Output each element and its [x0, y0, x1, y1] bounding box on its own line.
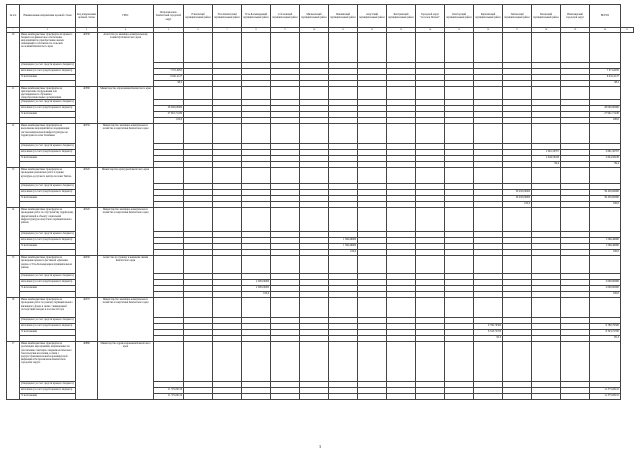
value-cell [416, 342, 445, 382]
column-number: 4 [98, 28, 154, 33]
value-cell [213, 208, 242, 232]
total-value-cell: 100,0 [590, 292, 621, 298]
value-cell [474, 342, 503, 382]
row-code: 40880 [76, 342, 98, 400]
value-cell [271, 394, 300, 400]
value-cell: 100,0 [503, 202, 532, 208]
value-cell [445, 256, 474, 274]
table-header-row [7, 5, 634, 28]
subrow-label: исполнено (за счет средств краевого бюджета) [20, 388, 76, 394]
row-number: 12 [7, 124, 20, 168]
value-cell [213, 298, 242, 318]
value-cell [474, 124, 503, 144]
subrow-label: утверждено (за счет средств краевого бюджета) [20, 63, 76, 69]
value-cell: 2 644,56430 [532, 156, 561, 162]
value-cell [387, 33, 416, 63]
row-number: 11 [7, 87, 20, 124]
value-cell [213, 342, 242, 382]
value-cell [329, 124, 358, 144]
header-municipality: Усть-Камчатский муниципальный район [213, 5, 242, 28]
value-cell: 1 566,46000 [329, 238, 358, 244]
value-cell [532, 33, 561, 63]
column-number: 12 [358, 28, 387, 33]
column-number: 16 [474, 28, 503, 33]
row-number: 17 [7, 342, 20, 400]
value-cell [503, 168, 532, 184]
column-number: 2 [20, 28, 76, 33]
row-grbs: Агентство по туризму и внешним связям Камчатского края [98, 256, 154, 298]
value-cell [445, 208, 474, 232]
header-municipality: Олюторский муниципальный район [445, 5, 474, 28]
value-cell [213, 256, 242, 274]
table-row [7, 168, 634, 184]
value-cell [358, 33, 387, 63]
total-value-cell: 85,3 [590, 336, 621, 342]
row-number: 15 [7, 256, 20, 298]
value-cell [329, 342, 358, 382]
total-value-cell: 100,0 [590, 250, 621, 256]
subrow-label: утверждено (за счет средств краевого бюджета) [20, 100, 76, 106]
value-cell [474, 168, 503, 184]
value-cell [242, 87, 271, 100]
value-cell: 98,2 [154, 81, 184, 87]
row-code: 40330 [76, 33, 98, 87]
header-name: Наименование направления целевой статьи [20, 5, 76, 28]
header-municipality: Вилючинский городской округ [561, 5, 590, 28]
value-cell [184, 394, 213, 400]
subrow-label: исполнено (за счет средств краевого бюджета) [20, 190, 76, 196]
value-cell [445, 168, 474, 184]
row-code: 40320 [76, 168, 98, 208]
value-cell [590, 124, 621, 144]
value-cell [416, 87, 445, 100]
value-cell [358, 124, 387, 144]
subrow-label: % исполнения [20, 330, 76, 336]
total-value-cell: 6 941,2127 [590, 75, 621, 81]
value-cell [184, 256, 213, 274]
value-cell [445, 124, 474, 144]
value-cell [590, 208, 621, 232]
value-cell: 2 000,00000 [242, 286, 271, 292]
value-cell [474, 256, 503, 274]
subrow-label: утверждено (за счет средств краевого бюджета) [20, 232, 76, 238]
value-cell [590, 87, 621, 100]
value-cell [503, 298, 532, 318]
row-name: Иные межбюджетные трансферты на приобретение оборудования для дистанционного обучения в общеобразовательных организациях [20, 87, 76, 100]
value-cell [184, 87, 213, 100]
total-value-cell: 1 566,46000 [590, 238, 621, 244]
value-cell [532, 168, 561, 184]
row-grbs: Министерство здравоохранения Камчатского края [98, 342, 154, 400]
value-cell [561, 208, 590, 232]
value-cell [154, 124, 184, 144]
column-number: 6 [184, 28, 213, 33]
value-cell [358, 168, 387, 184]
value-cell [300, 33, 329, 63]
value-cell [445, 342, 474, 382]
value-cell [300, 256, 329, 274]
value-cell [242, 208, 271, 232]
value-cell [532, 208, 561, 232]
value-cell [271, 208, 300, 232]
value-cell [358, 342, 387, 382]
table-row [7, 298, 634, 318]
total-value-cell: 2 661,50707 [590, 150, 621, 156]
value-cell [300, 298, 329, 318]
value-cell [300, 124, 329, 144]
transfers-table [6, 4, 634, 400]
row-name: Иные межбюджетные трансферты на проведение работ по обустройству территории, прилегающей к объекту социальной инфраструктуры Алеутского муниципального района [20, 208, 76, 232]
row-grbs: Министерство жилищно-коммунального хозяйства и энергетики Камчатского края [98, 298, 154, 342]
value-cell [532, 256, 561, 274]
value-cell [242, 394, 271, 400]
row-number: 16 [7, 298, 20, 342]
value-cell [271, 168, 300, 184]
value-cell [387, 256, 416, 274]
subrow-label: % исполнения [20, 112, 76, 118]
value-cell [184, 33, 213, 63]
value-cell [213, 394, 242, 400]
header-municipality: Городской округ "поселок Палана" [416, 5, 445, 28]
value-cell [184, 208, 213, 232]
value-cell [184, 342, 213, 382]
subrow-label: утверждено (за счет средств краевого бюджета) [20, 184, 76, 190]
row-grbs: Агентство по жилищно-коммунальному хозяйству Камчатского края [98, 33, 154, 87]
value-cell [503, 87, 532, 100]
value-cell [561, 87, 590, 100]
value-cell [387, 208, 416, 232]
value-cell: 100,0 [329, 250, 358, 256]
value-cell [184, 298, 213, 318]
row-name: Иные межбюджетные трансферты на проведение краевого фестиваля «Дыхание земли» в Усть-Большерецком муниципальном районе [20, 256, 76, 274]
subrow-label: утверждено (за счет средств краевого бюджета) [20, 318, 76, 324]
value-cell [503, 394, 532, 400]
value-cell [329, 298, 358, 318]
total-value-cell: 11 375,00110 [590, 388, 621, 394]
row-number: 14 [7, 208, 20, 256]
value-cell [590, 298, 621, 318]
column-number: 1 [7, 28, 20, 33]
value-cell [474, 208, 503, 232]
value-cell [358, 87, 387, 100]
header-municipality: Паланский муниципальный район [532, 5, 561, 28]
header-municipality: Карагинский муниципальный район [474, 5, 503, 28]
value-cell: 1 566,46000 [329, 244, 358, 250]
value-cell [213, 33, 242, 63]
header-municipality: Пенжинский муниципальный район [329, 5, 358, 28]
value-cell [242, 33, 271, 63]
header-municipality: Мильковский муниципальный район [300, 5, 329, 28]
value-cell: 27 991,71430 [154, 112, 184, 118]
value-cell [154, 168, 184, 184]
header-municipality: Тигильский муниципальный район [503, 5, 532, 28]
table-row [7, 256, 634, 274]
row-code: 40550 [76, 124, 98, 168]
row-grbs: Министерство образования Камчатского края [98, 87, 154, 124]
value-cell [154, 256, 184, 274]
row-name: Иные межбюджетные трансферты на проведение ремонтных работ в здании культурно-досугового центра поселка Тигиль [20, 168, 76, 184]
value-cell [242, 298, 271, 318]
row-number: 13 [7, 168, 20, 208]
value-cell [387, 168, 416, 184]
column-number: 9 [271, 28, 300, 33]
total-value-cell: 100,0 [590, 202, 621, 208]
subrow-label: % исполнения [20, 286, 76, 292]
value-cell: 39 450,00000 [503, 190, 532, 196]
value-cell [329, 208, 358, 232]
value-cell [445, 394, 474, 400]
value-cell [184, 124, 213, 144]
value-cell: 100,0 [242, 292, 271, 298]
value-cell [561, 124, 590, 144]
table-row [7, 342, 634, 382]
value-cell: 39 450,00000 [503, 196, 532, 202]
value-cell [503, 256, 532, 274]
value-cell [271, 33, 300, 63]
total-value-cell: 8 343,72700 [590, 330, 621, 336]
table-row [7, 87, 634, 100]
value-cell [300, 342, 329, 382]
value-cell [503, 124, 532, 144]
value-cell [561, 256, 590, 274]
value-cell [271, 87, 300, 100]
value-cell [590, 168, 621, 184]
column-number: 20 [590, 28, 621, 33]
value-cell [561, 298, 590, 318]
value-cell: 99,4 [532, 162, 561, 168]
value-cell [532, 342, 561, 382]
header-municipality: Усть-Большерецкий муниципальный район [242, 5, 271, 28]
total-value-cell: 39 450,00000 [590, 196, 621, 202]
value-cell [503, 33, 532, 63]
total-value-cell: 2 644,56430 [590, 156, 621, 162]
value-cell [445, 87, 474, 100]
value-cell [242, 168, 271, 184]
value-cell [184, 168, 213, 184]
total-value-cell: 100,0 [590, 118, 621, 124]
total-value-cell: 39 450,00000 [590, 190, 621, 196]
column-number: 3 [76, 28, 98, 33]
value-cell: 11 375,00110 [154, 388, 184, 394]
total-value-cell: 27 991,71430 [590, 112, 621, 118]
column-number: 13 [387, 28, 416, 33]
subrow-label: исполнено (за счет средств краевого бюджета) [20, 324, 76, 330]
row-grbs: Министерство культуры Камчатского края [98, 168, 154, 208]
value-cell [590, 33, 621, 63]
value-cell [474, 394, 503, 400]
subrow-label: исполнено (за счет средств краевого бюджета) [20, 150, 76, 156]
subrow-label: % исполнения [20, 196, 76, 202]
value-cell [242, 342, 271, 382]
value-cell [329, 256, 358, 274]
header-municipality: Елизовский муниципальный район [184, 5, 213, 28]
value-cell [358, 394, 387, 400]
header-total: ВСЕГО [590, 5, 621, 28]
value-cell [445, 298, 474, 318]
header-no: № п/п [7, 5, 20, 28]
value-cell [329, 87, 358, 100]
value-cell [445, 33, 474, 63]
value-cell [271, 298, 300, 318]
row-number: 10 [7, 33, 20, 87]
column-number: 19 [561, 28, 590, 33]
row-code: 40370 [76, 298, 98, 342]
subrow-label: утверждено (за счет средств краевого бюджета) [20, 144, 76, 150]
subrow-label: исполнено (за счет средств краевого бюджета) [20, 106, 76, 112]
report-sheet [6, 4, 634, 440]
value-cell [300, 394, 329, 400]
value-cell [590, 342, 621, 382]
value-cell [154, 208, 184, 232]
column-number: 18 [532, 28, 561, 33]
row-name: Иные межбюджетные трансферты из краевого бюджета на финансовое обеспечение мероприятий по приобретению жилых помещений в собственность сельских поселений Камчатского края [20, 33, 76, 63]
table-row [7, 208, 634, 232]
value-cell [358, 256, 387, 274]
column-number: 14 [416, 28, 445, 33]
value-cell [387, 342, 416, 382]
value-cell [532, 394, 561, 400]
row-name: Иные межбюджетные трансферты на проведение работ по ремонту муниципального жилищного фонда в связи с ликвидацией последствий паводка в поселке Оссора [20, 298, 76, 318]
value-cell [416, 124, 445, 144]
value-cell [358, 298, 387, 318]
header-grbs: ГРБС [98, 5, 154, 28]
value-cell [532, 87, 561, 100]
subrow-label: утверждено (за счет средств краевого бюджета) [20, 274, 76, 280]
column-number: 21 [621, 28, 634, 33]
value-cell [561, 342, 590, 382]
column-number: 17 [503, 28, 532, 33]
row-code: 40380 [76, 87, 98, 124]
value-cell [474, 298, 503, 318]
value-cell [213, 124, 242, 144]
row-name: Иные межбюджетные трансферты на выполнение мероприятий по модернизации систем коммунальной инфраструктуры на территории поселка Тиличики [20, 124, 76, 144]
value-cell: 2 661,50707 [532, 150, 561, 156]
value-cell [387, 124, 416, 144]
column-number: 5 [154, 28, 184, 33]
value-cell: 2 000,00000 [242, 280, 271, 286]
value-cell [271, 342, 300, 382]
value-cell [242, 124, 271, 144]
row-name: Иные межбюджетные трансферты на реализацию мероприятий, направленных на обеспечение санитарно-эпидемиологического благополучия населения, в связи с распространением новой коронавирусной инфекции в Петропавловск-Камчатском городском округе [20, 342, 76, 382]
value-cell: 9 780,79300 [474, 324, 503, 330]
value-cell: 85,3 [474, 336, 503, 342]
table-body [7, 33, 634, 400]
subrow-label: % исполнения [20, 75, 76, 81]
total-value-cell: 98,2 [590, 81, 621, 87]
header-municipality: Алеутский муниципальный район [358, 5, 387, 28]
value-cell [590, 256, 621, 274]
value-cell [416, 208, 445, 232]
row-grbs: Министерство жилищно-коммунального хозяйства и энергетики Камчатского края [98, 208, 154, 256]
value-cell [154, 342, 184, 382]
value-cell [474, 87, 503, 100]
value-cell [387, 298, 416, 318]
value-cell [416, 168, 445, 184]
value-cell [329, 168, 358, 184]
header-code: Код направления целевой статьи [76, 5, 98, 28]
table-row [7, 33, 634, 63]
column-number: 8 [242, 28, 271, 33]
value-cell: 7 071,6055 [154, 69, 184, 75]
subrow-label: исполнено (за счет средств краевого бюджета) [20, 238, 76, 244]
header-municipality: Быстринский муниципальный район [387, 5, 416, 28]
value-cell [300, 168, 329, 184]
value-cell [300, 208, 329, 232]
value-cell [271, 124, 300, 144]
subrow-label: исполнено (за счет средств краевого бюджета) [20, 280, 76, 286]
value-cell [416, 256, 445, 274]
column-number: 10 [300, 28, 329, 33]
total-value-cell: 99,4 [590, 162, 621, 168]
subrow-label: % исполнения [20, 394, 76, 400]
value-cell [561, 168, 590, 184]
value-cell [213, 87, 242, 100]
header-municipality: Петропавловск-Камчатский городской округ [154, 5, 184, 28]
value-cell: 8 343,72700 [474, 330, 503, 336]
column-number: 15 [445, 28, 474, 33]
value-cell: 6 941,2127 [154, 75, 184, 81]
subrow-label: % исполнения [20, 244, 76, 250]
total-value-cell: 7 071,6055 [590, 69, 621, 75]
subrow-label: утверждено (за счет средств краевого бюджета) [20, 382, 76, 388]
value-cell [242, 256, 271, 274]
subrow-label: исполнено (за счет средств краевого бюджета) [20, 69, 76, 75]
value-cell [154, 87, 184, 100]
page-number: 3 [319, 444, 321, 449]
value-cell [358, 208, 387, 232]
value-cell [329, 394, 358, 400]
value-cell: 28 000,00000 [154, 106, 184, 112]
subrow-label: % исполнения [20, 156, 76, 162]
total-value-cell: 1 566,46000 [590, 244, 621, 250]
table-row [7, 124, 634, 144]
row-code: 40430 [76, 256, 98, 298]
value-cell [416, 394, 445, 400]
value-cell [561, 394, 590, 400]
row-code: 40520 [76, 208, 98, 256]
value-cell [300, 87, 329, 100]
value-cell [416, 298, 445, 318]
value-cell [474, 33, 503, 63]
value-cell [329, 33, 358, 63]
value-cell [387, 87, 416, 100]
value-cell [532, 298, 561, 318]
value-cell: 11 375,00110 [154, 394, 184, 400]
total-value-cell: 11 375,00110 [590, 394, 621, 400]
value-cell: 100,0 [154, 118, 184, 124]
value-cell [503, 208, 532, 232]
total-value-cell: 28 000,00000 [590, 106, 621, 112]
row-grbs: Министерство жилищно-коммунального хозяйства и энергетики Камчатского края [98, 124, 154, 168]
header-municipality: Соболевский муниципальный район [271, 5, 300, 28]
value-cell [561, 33, 590, 63]
value-cell [213, 168, 242, 184]
value-cell [271, 256, 300, 274]
value-cell [416, 33, 445, 63]
total-value-cell: 9 780,79300 [590, 324, 621, 330]
value-cell [154, 298, 184, 318]
column-number: 11 [329, 28, 358, 33]
value-cell [503, 342, 532, 382]
total-value-cell: 2 000,00000 [590, 280, 621, 286]
value-cell [532, 124, 561, 144]
column-number: 7 [213, 28, 242, 33]
total-value-cell: 2 000,00000 [590, 286, 621, 292]
value-cell [154, 33, 184, 63]
value-cell [387, 394, 416, 400]
